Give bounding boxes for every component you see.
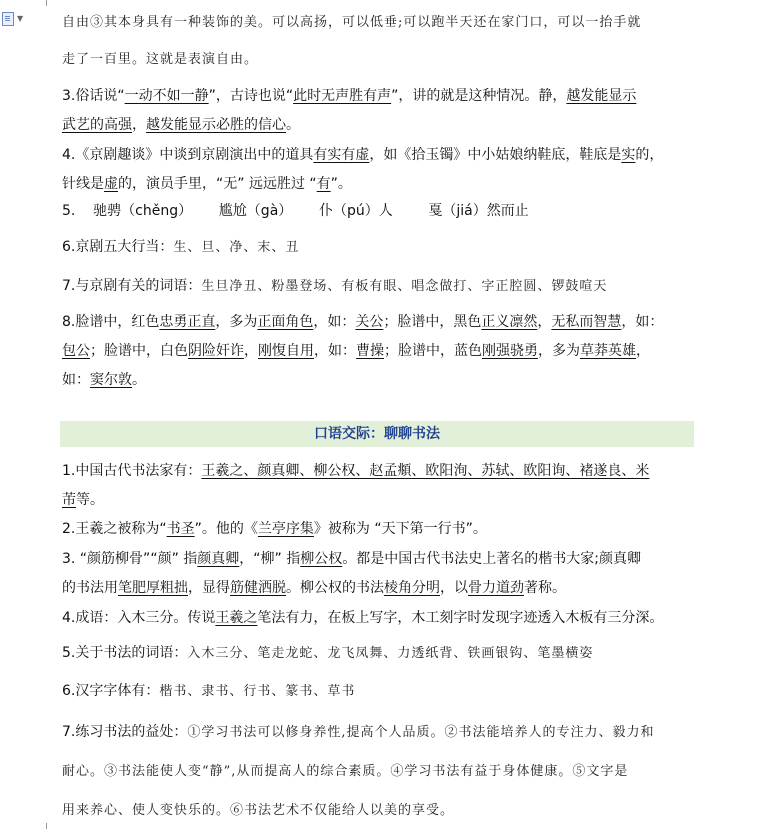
text: ”，讲的就是这种情况。静， — [391, 88, 567, 104]
underlined-phrase: 王羲之 — [215, 610, 258, 626]
s7-paragraph — [62, 718, 702, 825]
text: 3.俗话说“ — [62, 88, 125, 104]
text: 。 — [132, 372, 146, 388]
underlined-phrase: 草莽英雄 — [580, 343, 636, 359]
underlined-phrase: 曹操 — [356, 343, 384, 359]
page-corner-mark — [38, 0, 47, 6]
text: 4.成语：入木三分。传说 — [62, 610, 216, 626]
underlined-phrase: 包公 — [62, 343, 90, 359]
text: 笔法有力，在板上写字，木工刻字时发现字迹透入木板有三分深。 — [257, 610, 664, 626]
text: 的， — [635, 147, 664, 163]
text: ，如： — [313, 314, 356, 330]
underlined-phrase: 笔肥厚粗拙 — [118, 580, 188, 596]
underlined-phrase: 越发能显示 — [566, 88, 637, 104]
document-icon — [2, 12, 14, 26]
page-corner-mark — [38, 823, 47, 829]
item-content: 楷书、隶书、行书、篆书、草书 — [159, 684, 356, 699]
intro-line-1: 自由③其本身具有一种装饰的美。可以高扬，可以低垂;可以跑半天还在家门口，可以一抬手就 — [62, 15, 642, 30]
text: 3. “颜筋柳骨”“颜” 指 — [62, 551, 198, 567]
underlined-phrase: 兰亭序集 — [257, 521, 314, 537]
underlined-phrase: 正面角色 — [257, 314, 314, 330]
text: ，如《拾玉镯》中小姑娘纳鞋底，鞋底是 — [369, 147, 622, 163]
underlined-phrase: 窦尔敦 — [90, 372, 132, 388]
text: 。柳公权的书法 — [286, 580, 384, 596]
text: ，多为 — [538, 343, 580, 359]
text: ，如： — [314, 343, 356, 359]
item-7-line — [62, 272, 607, 301]
item-label: 5.关于书法的词语： — [62, 645, 188, 661]
underlined-phrase: 王羲之、颜真卿、柳公权、赵孟頫 — [201, 463, 412, 479]
text: 2.王羲之被称为“ — [62, 521, 167, 537]
text: ， — [537, 314, 552, 330]
underlined-phrase: 越发能显示必胜的信心 — [146, 117, 286, 133]
text: 8.脸谱中，红色 — [62, 314, 160, 330]
underlined-phrase: 一动不如一静 — [124, 88, 209, 104]
item-content: 耐心。③书法能使人变“静”,从而提高人的综合素质。④学习书法有益于身体健康。⑤文字是 — [62, 764, 629, 779]
item-content: ①学习书法可以修身养性,提高个人品质。②书法能培养人的专注力、毅力和 — [187, 725, 655, 740]
s3-paragraph — [62, 545, 702, 603]
underlined-phrase: 武艺的高强 — [62, 117, 132, 133]
text: 。都是中国古代书法史上著名的楷书大家;颜真卿 — [342, 551, 641, 567]
item-6-line — [62, 233, 299, 262]
item-content: 生、旦、净、末、丑 — [173, 240, 300, 255]
underlined-phrase: 忠勇正直 — [159, 314, 216, 330]
text: 针线是 — [62, 176, 104, 192]
item-label: 7.与京剧有关的词语： — [62, 278, 202, 294]
underlined-phrase: 、欧阳洵、苏轼、欧阳询、褚遂良、米 — [411, 463, 650, 479]
underlined-phrase: 芾 — [62, 492, 76, 508]
underlined-phrase: 柳公权 — [300, 551, 343, 567]
text: 的书法用 — [62, 580, 118, 596]
text: 的，演员手里，“无” 远远胜过 “ — [118, 176, 317, 192]
underlined-phrase: 实 — [621, 147, 636, 163]
text: ，如： — [621, 314, 664, 330]
text: 著称。 — [524, 580, 566, 596]
text: ”，古诗也说“ — [208, 88, 294, 104]
s5-line — [62, 639, 593, 668]
underlined-phrase: 骨力道劲 — [468, 580, 524, 596]
underlined-phrase: 无私而智慧 — [551, 314, 622, 330]
underlined-phrase: 关公 — [355, 314, 384, 330]
underlined-phrase: 刚愎自用 — [258, 343, 314, 359]
text: ”。 — [330, 176, 352, 192]
item-label: 6.京剧五大行当： — [62, 239, 174, 255]
text: ，多为 — [215, 314, 258, 330]
text: 等。 — [76, 492, 104, 508]
item-content: 用来养心、使人变快乐的。⑥书法艺术不仅能给人以美的享受。 — [62, 803, 455, 818]
text: ，以 — [440, 580, 468, 596]
underlined-phrase: 有 — [316, 176, 331, 192]
s4-line — [62, 604, 663, 633]
text: ， — [636, 343, 650, 359]
document-menu-button[interactable] — [0, 8, 28, 30]
text: ，显得 — [188, 580, 230, 596]
underlined-phrase: 书圣 — [166, 521, 195, 537]
text: ；脸谱中，蓝色 — [384, 343, 482, 359]
item-5-pinyin-line: 5. 驰骋（chěng） 尴尬（gà） 仆（pú）人 戛（jiá）然而止 — [62, 203, 529, 219]
underlined-phrase: 正义凛然 — [481, 314, 538, 330]
item-8-paragraph — [62, 308, 702, 395]
text: ”。他的《 — [194, 521, 258, 537]
item-content: 入木三分、笔走龙蛇、龙飞凤舞、力透纸背、铁画银钩、笔墨横姿 — [187, 646, 594, 661]
item-label: 6.汉字字体有： — [62, 683, 160, 699]
item-3-paragraph — [62, 82, 702, 140]
text: ， — [132, 117, 146, 133]
underlined-phrase: 筋健洒脱 — [230, 580, 286, 596]
underlined-phrase: 此时无声胜有声 — [293, 88, 392, 104]
text: 如： — [62, 372, 90, 388]
s1-paragraph — [62, 457, 702, 515]
text: 4.《京剧趣谈》中谈到京剧演出中的道具 — [62, 147, 314, 163]
item-content: 生旦净丑、粉墨登场、有板有眼、唱念做打、字正腔圆、锣鼓喧天 — [201, 279, 608, 294]
underlined-phrase: 有实有虚 — [313, 147, 370, 163]
intro-paragraph — [62, 8, 641, 74]
s6-line — [62, 677, 355, 706]
text: ；脸谱中，白色 — [90, 343, 188, 359]
underlined-phrase: 虚 — [104, 176, 118, 192]
underlined-phrase: 阴险奸诈 — [188, 343, 244, 359]
text: 1.中国古代书法家有： — [62, 463, 202, 479]
underlined-phrase: 刚强骁勇 — [482, 343, 538, 359]
section-heading: 口语交际：聊聊书法 — [60, 421, 694, 447]
s2-line — [62, 515, 487, 544]
text: 》被称为 “天下第一行书”。 — [313, 521, 487, 537]
item-label: 7.练习书法的益处： — [62, 724, 188, 740]
underlined-phrase: 棱角分明 — [384, 580, 440, 596]
text: ，“柳” 指 — [239, 551, 301, 567]
section-heading-bar — [62, 405, 694, 453]
text: 。 — [286, 117, 300, 133]
text: ；脸谱中，黑色 — [383, 314, 482, 330]
item-4-paragraph — [62, 141, 702, 199]
text: ， — [244, 343, 258, 359]
dropdown-arrow-icon: ▼ — [17, 14, 24, 23]
underlined-phrase: 颜真卿 — [197, 551, 240, 567]
intro-line-2: 走了一百里。这就是表演自由。 — [62, 52, 259, 67]
